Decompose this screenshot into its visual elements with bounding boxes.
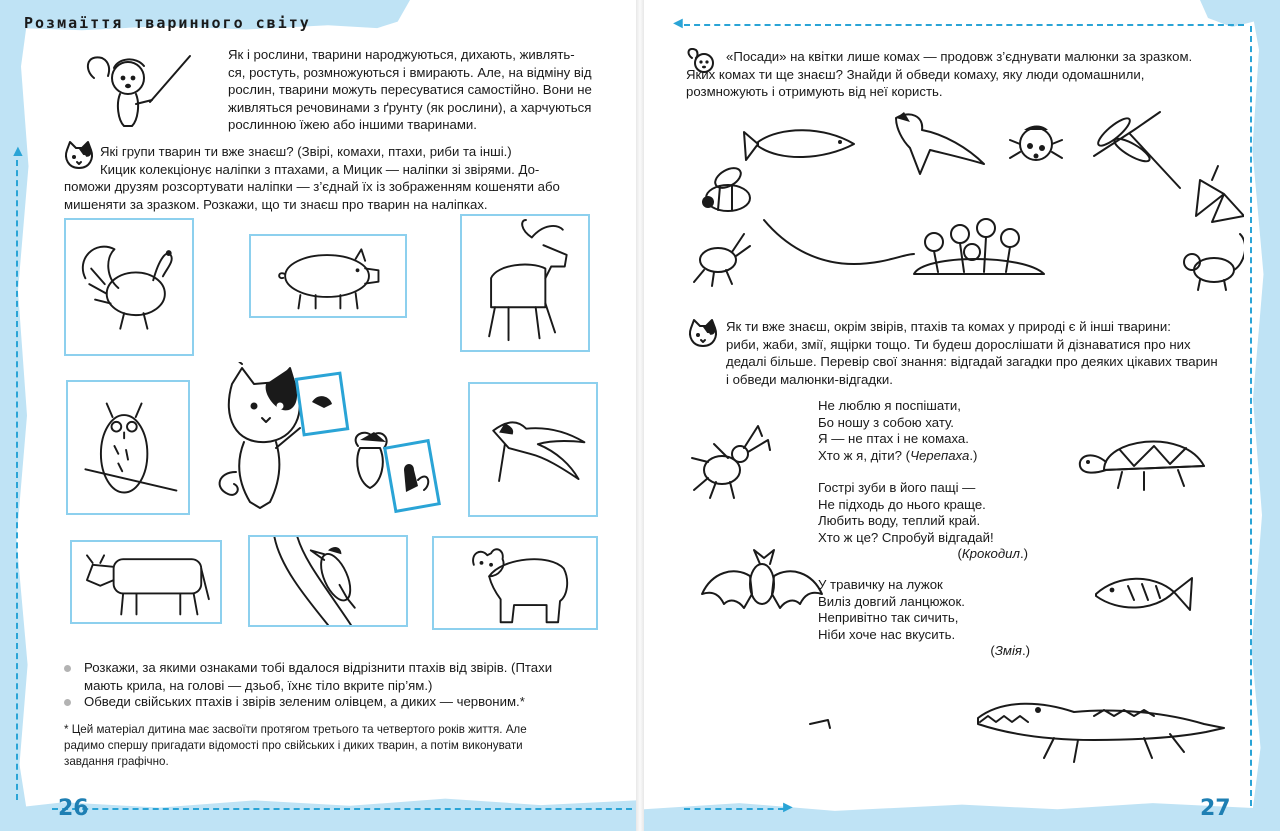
text-line: живляться речовинами з ґрунту (як рослини), а харчуються [228,99,592,115]
mouse-teacher-icon [80,48,195,133]
riddle-answer: Черепаха [910,447,970,463]
text-line: розмножують і отримують від неї користь. [686,84,943,99]
text-line: ся, ростуть, розмножуються і вмирають. Але, на відміну від [228,64,592,80]
mouse-icon [1184,234,1244,290]
dashed-guide [1250,26,1252,806]
butterfly-icon [1196,166,1244,222]
text-line [818,546,1038,563]
text-line: Як ти вже знаєш, окрім звірів, птахів та комах у природі є й інші тварини: [726,319,1171,334]
text-line: Бо ношу з собою хату. [818,414,954,430]
text-line: радимо спершу пригадати відомості про свійських і диких тварин, а потім виконувати [64,739,523,752]
moose-icon [462,216,588,350]
left-page [0,0,636,831]
bullet-text [84,659,624,694]
bullet-text [84,693,624,711]
text-line: * Цей матеріал дитина має засвоїти протягом третього та четвертого років життя. Але [64,723,527,736]
fish-icon[interactable] [1088,568,1198,618]
text-line: «Посади» на квітки лише комах — продовж з’єднувати малюнки за зразком. [726,49,1193,64]
woodpecker-icon [250,537,406,625]
text-line: рослинною їжею або іншими тваринами. [228,117,477,132]
page-number: 26 [58,796,89,821]
bat-icon[interactable] [698,546,828,624]
riddle-answer: Змія [994,643,1022,658]
text-line: Я — не птах і не комаха. [818,431,969,446]
snake-icon[interactable] [718,662,838,768]
insects-task-text [726,48,1246,66]
sticker-moose[interactable] [460,214,590,352]
riddle-tail: .) [1021,643,1030,658]
section-title: Розмаїття тваринного світу [24,14,311,32]
riddle-answer-prefix: ( [957,546,962,561]
text-line: рослин, тварини можуть пересуватися самостійно. Вони не [228,82,592,97]
arrow-right-icon: ► [780,799,796,816]
sticker-cow[interactable] [70,540,222,624]
sticker-turkey[interactable] [64,218,194,356]
text-line: завдання графічно. [64,755,169,768]
cow-icon [72,542,220,622]
bullet-dot [64,665,71,672]
riddle-answer-prefix: ( [990,643,995,658]
sticker-swallow[interactable] [468,382,598,517]
riddle-snake [818,577,1038,660]
sticker-owl[interactable] [66,380,190,515]
text-line: Яких комах ти ще знаєш? Знайди й обведи комаху, яку люди одомашнили, [686,66,1145,82]
arrow-left-icon: ◄ [670,15,686,32]
sticker-pig[interactable] [249,234,407,318]
text-line: Хто ж це? Спробуй відгадай! [818,529,994,545]
text-line [818,448,1038,465]
right-page [644,0,1280,831]
cat-face-icon [686,318,720,350]
riddle-crocodile [818,480,1038,563]
text-line: мають крила, на голові — дзьоб, їхнє тіло вкрите пір’ям.) [84,677,433,693]
ladybug-icon [1010,126,1062,161]
dragonfly-icon [1094,112,1180,188]
bear-icon [434,538,596,628]
dashed-guide [684,24,1244,26]
text-line: поможи друзям розсортувати наліпки — з’єднай їх із зображенням кошеняти або [64,179,560,194]
bullet-dot [64,699,71,706]
dashed-guide [16,160,18,800]
riddle-tail: .) [1019,546,1028,561]
intro-text [228,46,620,134]
riddle-question: Хто ж я, діти? ( [818,447,911,463]
other-animals-text [726,318,1246,388]
turtle-icon[interactable] [1074,420,1214,496]
text-line: Любить воду, теплий край. [818,513,981,528]
insects-task-text [686,66,1246,101]
text-line: Які групи тварин ти вже знаєш? (Звірі, комахи, птахи, риби та інші.) [100,144,512,159]
torn-paper-edge [1250,0,1280,831]
text-line: Гострі зуби в його пащі — [818,480,976,495]
text-line: риби, жаби, змії, ящірки тощо. Ти будеш дорослішати й дізнаватися про них [726,336,1191,352]
riddle-answer: Крокодил [961,546,1020,561]
text-line: Непривітно так сичить, [818,610,959,625]
riddle-tail: .) [969,447,978,463]
stag-beetle-icon [694,234,750,286]
text-line: Не підходь до нього краще. [818,496,986,512]
text-line: дедалі більше. Перевір свої знання: відгадай загадки про деяких цікавих тварин [726,354,1218,369]
stag-beetle-icon[interactable] [688,418,778,504]
text-line: Обведи свійських птахів і звірів зеленим олівцем, а диких — червоним.* [84,694,525,709]
book-gutter [636,0,644,831]
text-line: Як і рослини, тварини народжуються, дихають, живлять- [228,47,575,62]
arrow-up-icon: ▲ [10,143,26,160]
text-line: Виліз довгий ланцюжок. [818,593,965,609]
torn-paper-edge [0,795,636,831]
swallow-icon [470,384,596,515]
crocodile-icon[interactable] [974,688,1230,768]
torn-paper-edge [644,800,1280,831]
insects-flowers-scene [684,104,1244,304]
dashed-guide [52,808,632,810]
cat-and-mouse-icon [196,362,446,520]
text-line: і обведи малюнки-відгадки. [726,371,893,387]
turkey-icon [66,220,192,354]
text-line [818,643,1038,660]
text-line: Кицик колекціонує наліпки з птахами, а Мицик — наліпки зі звірями. До- [100,161,540,177]
owl-icon [68,382,188,513]
text-line: Ніби хоче нас вкусить. [818,626,956,642]
flowers-icon [914,219,1044,274]
pig-icon [251,236,405,316]
footnote [64,722,624,770]
text-line: Розкажи, за якими ознаками тобі вдалося відрізнити птахів від звірів. (Птахи [84,660,553,675]
task-text [100,143,620,161]
sticker-woodpecker[interactable] [248,535,408,627]
text-line: мишеняти за зразком. Розкажи, що ти знаєш про тварин на наліпках. [64,196,488,212]
sticker-bear[interactable] [432,536,598,630]
fish-icon [744,130,854,160]
task-text [64,161,624,214]
swallow-icon [896,112,984,174]
bee-icon [702,164,750,211]
dashed-guide [684,808,784,810]
page-number: 27 [1200,796,1231,821]
text-line: У травичку на лужок [818,577,943,592]
torn-paper-edge [0,0,30,831]
riddle-turtle [818,398,1038,464]
text-line: Не люблю я поспішати, [818,398,961,413]
